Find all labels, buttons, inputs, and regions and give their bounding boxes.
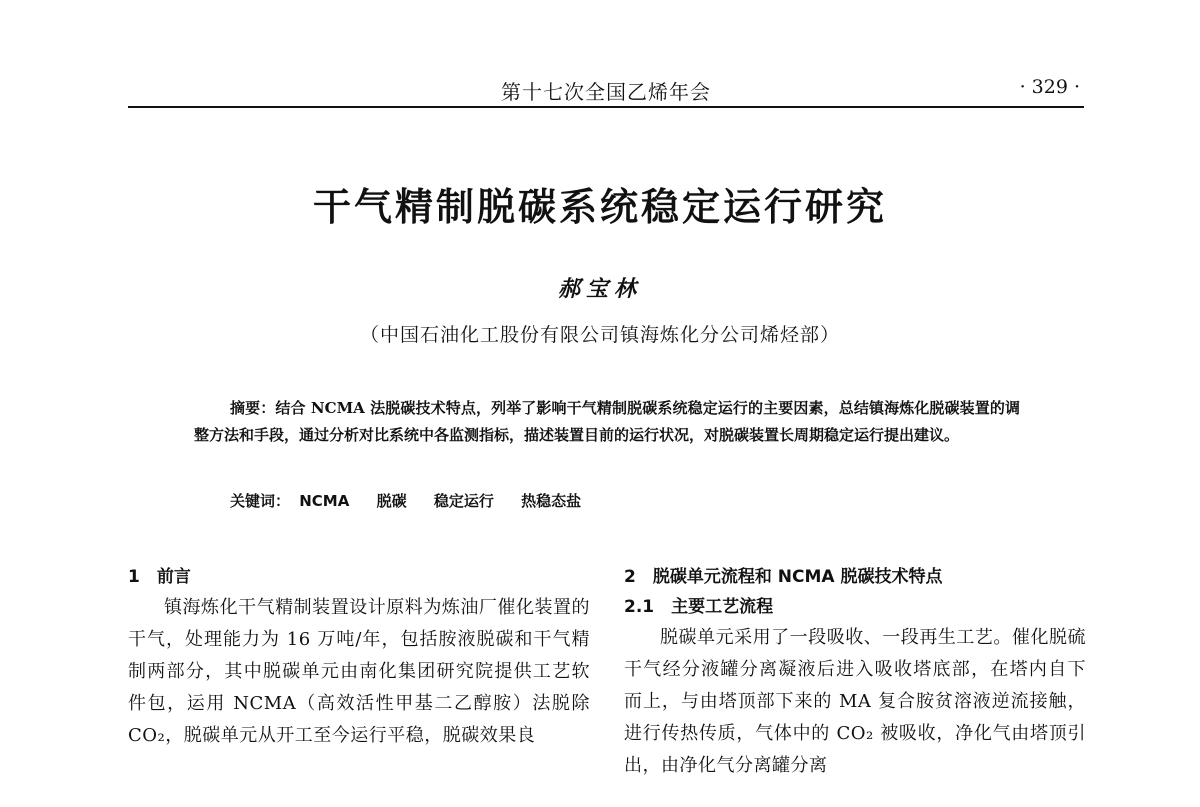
keyword: 脱碳 <box>376 492 407 510</box>
introduction-paragraph: 镇海炼化干气精制装置设计原料为炼油厂催化装置的干气，处理能力为 16 万吨/年，包括胺液脱碳和干气精制两部分，其中脱碳单元由南化集团研究院提供工艺软件包，运用 NCMA（高效活性甲基二乙醇胺）法脱除 CO₂，脱碳单元从开工至今运行平稳，脱碳效果良 <box>128 597 590 746</box>
keywords <box>230 490 603 511</box>
paper-author: 郝宝林 <box>557 276 642 302</box>
paper-title: 干气精制脱碳系统稳定运行研究 <box>312 185 887 229</box>
process-paragraph: 脱碳单元采用了一段吸收、一段再生工艺。催化脱硫干气经分液罐分离凝液后进入吸收塔底部，在塔内自下而上，与由塔顶部下来的 MA 复合胺贫溶液逆流接触，进行传热传质，气体中的 CO₂ 被吸收，净化气由塔顶引出，由净化气分离罐分离 <box>624 627 1086 776</box>
abstract-label: 摘要： <box>230 399 276 417</box>
conference-name: 第十七次全国乙烯年会 <box>501 80 711 104</box>
section-heading-introduction: 1 前言 <box>128 567 191 587</box>
abstract-text: 结合 NCMA 法脱碳技术特点，列举了影响干气精制脱碳系统稳定运行的主要因素，总结镇海炼化脱碳装置的调整方法和手段，通过分析对比系统中各监测指标，描述装置目前的运行状况，对脱碳装置长周期稳定运行提出建议。 <box>194 399 1020 444</box>
right-column <box>624 562 1086 782</box>
keyword: 热稳态盐 <box>521 492 582 510</box>
keyword: NCMA <box>299 492 350 510</box>
keywords-label: 关键词： <box>230 492 291 510</box>
left-column <box>128 562 590 752</box>
subsection-heading-flow: 2.1 主要工艺流程 <box>624 597 774 617</box>
running-header <box>128 72 1084 108</box>
author-affiliation: （中国石油化工股份有限公司镇海炼化分公司烯烃部） <box>359 324 840 346</box>
keyword: 稳定运行 <box>433 492 494 510</box>
page-number: · 329 · <box>1019 76 1080 98</box>
abstract <box>194 395 1020 449</box>
section-heading-process: 2 脱碳单元流程和 NCMA 脱碳技术特点 <box>624 567 943 587</box>
